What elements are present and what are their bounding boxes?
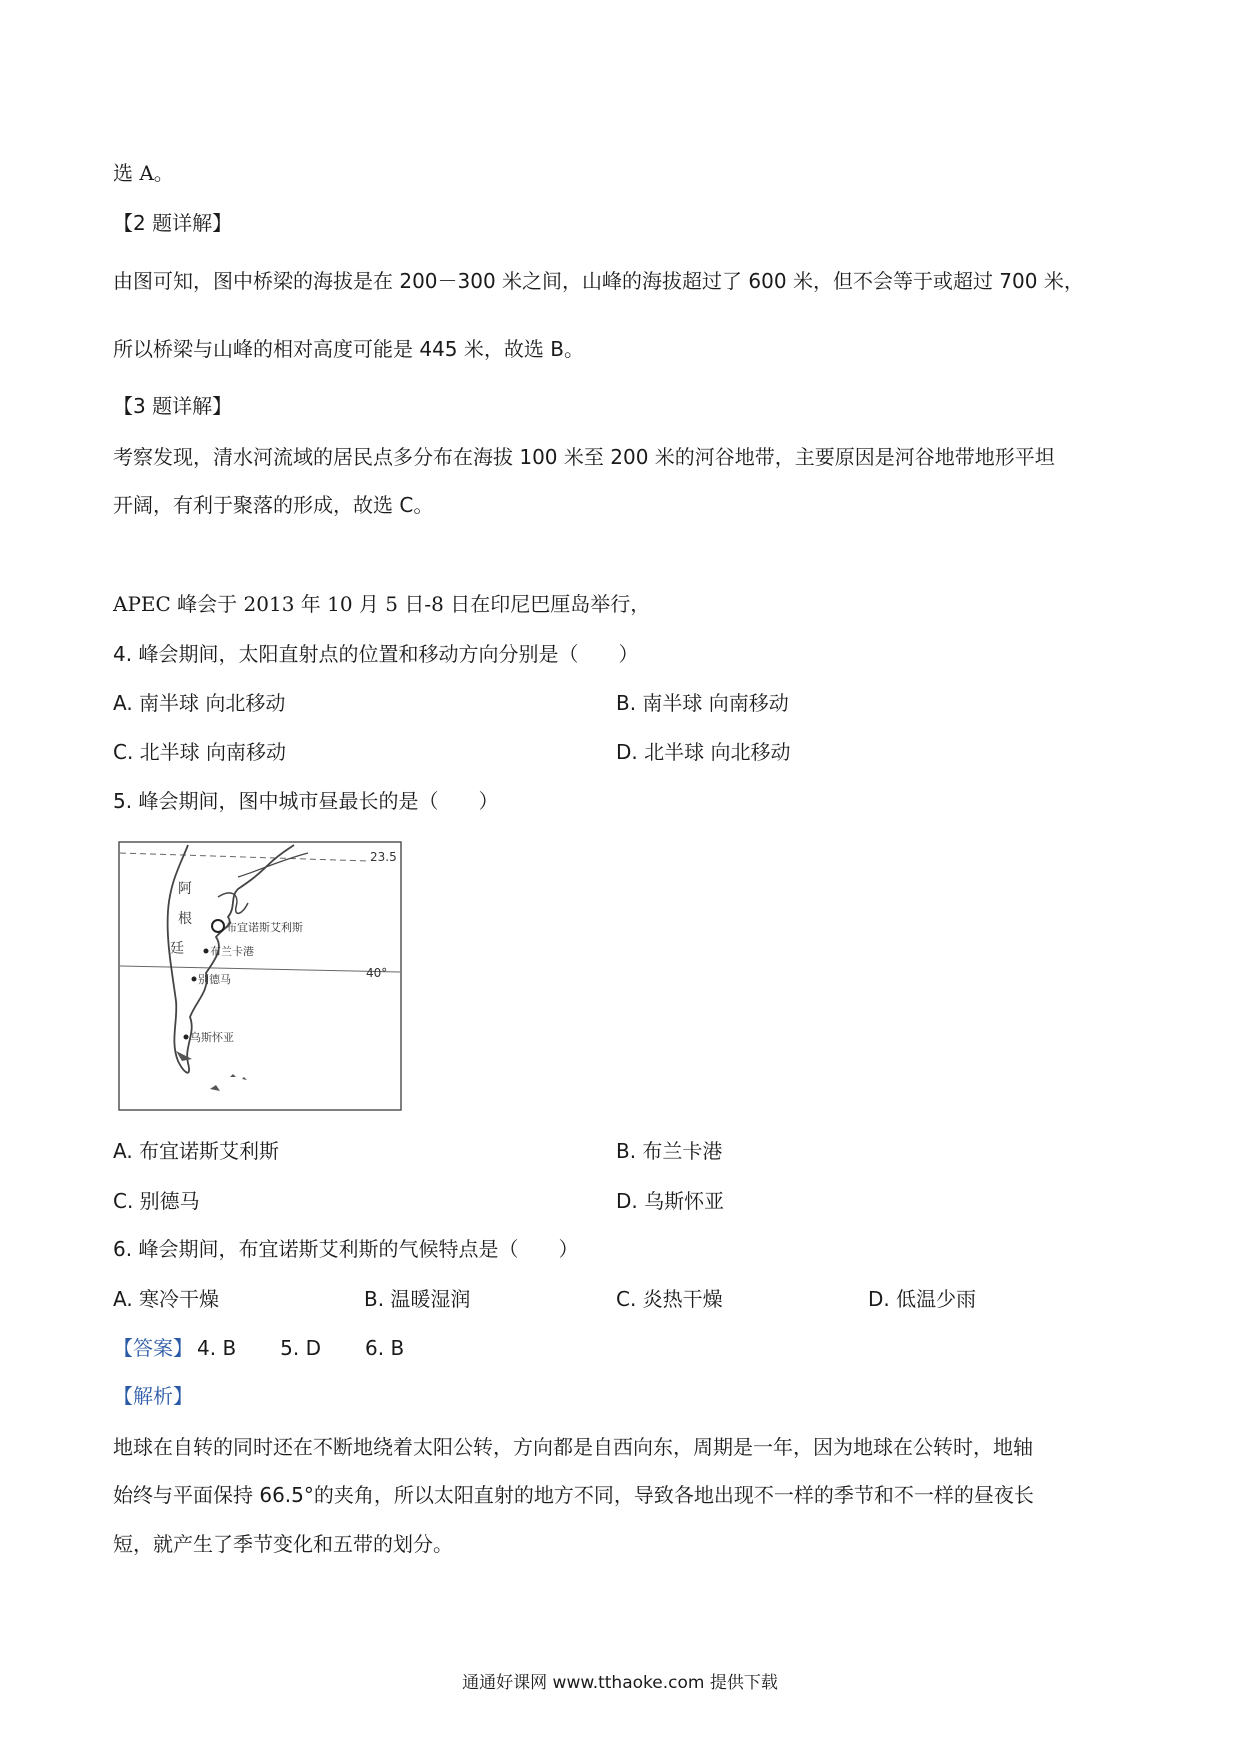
text-line: 始终与平面保持 66.5°的夹角，所以太阳直射的地方不同，导致各地出现不一样的季节和不一样的昼夜长 xyxy=(113,1483,1034,1507)
option: D. 低温少雨 xyxy=(868,1287,977,1311)
country-label: 廷 xyxy=(170,941,184,957)
city-label: 乌斯怀亚 xyxy=(190,1031,234,1044)
answer-value: 6. B xyxy=(365,1336,405,1360)
option: B. 布兰卡港 xyxy=(616,1139,723,1163)
answer-tag: 【答案】 xyxy=(113,1336,193,1360)
option: B. 温暖湿润 xyxy=(364,1287,471,1311)
lat-label: 23.5 xyxy=(370,850,397,864)
text-line: 短，就产生了季节变化和五带的划分。 xyxy=(113,1532,453,1556)
question-4: 4. 峰会期间，太阳直射点的位置和移动方向分别是（ ） xyxy=(113,642,639,666)
option: C. 别德马 xyxy=(113,1189,200,1213)
text-line: 考察发现，清水河流域的居民点多分布在海拔 100 米至 200 米的河谷地带，主要原因是河谷地带地形平坦 xyxy=(113,445,1055,469)
country-label: 阿 xyxy=(178,881,192,897)
option: A. 寒冷干燥 xyxy=(113,1287,220,1311)
map-frame xyxy=(119,842,401,1110)
option: A. 布宜诺斯艾利斯 xyxy=(113,1139,280,1163)
text-line: 所以桥梁与山峰的相对高度可能是 445 米，故选 B。 xyxy=(113,337,584,361)
map-figure xyxy=(118,841,402,1111)
option: C. 炎热干燥 xyxy=(616,1287,723,1311)
answer-value: 5. D xyxy=(280,1336,322,1360)
text-line: 由图可知，图中桥梁的海拔是在 200－300 米之间，山峰的海拔超过了 600 米，但不会等于或超过 700 米， xyxy=(113,269,1084,293)
text-line: 选 A。 xyxy=(113,161,174,185)
page-footer: 通通好课网 www.tthaoke.com 提供下载 xyxy=(462,1673,778,1693)
city-marker xyxy=(184,1035,189,1040)
section-heading: 【2 题详解】 xyxy=(113,211,233,235)
option: C. 北半球 向南移动 xyxy=(113,740,287,764)
answer-value: 4. B xyxy=(197,1336,237,1360)
option: D. 乌斯怀亚 xyxy=(616,1189,725,1213)
answer-row xyxy=(113,1335,404,1361)
option: B. 南半球 向南移动 xyxy=(616,691,789,715)
south-america-map xyxy=(118,841,402,1111)
option: A. 南半球 向北移动 xyxy=(113,691,286,715)
analysis-tag: 【解析】 xyxy=(113,1384,193,1408)
city-label: 别德马 xyxy=(198,973,231,986)
text-line: APEC 峰会于 2013 年 10 月 5 日-8 日在印尼巴厘岛举行， xyxy=(113,592,651,616)
text-line: 开阔，有利于聚落的形成，故选 C。 xyxy=(113,493,434,517)
city-marker xyxy=(204,949,209,954)
country-label: 根 xyxy=(178,911,192,927)
city-marker xyxy=(192,977,197,982)
city-label: 布宜诺斯艾利斯 xyxy=(226,921,303,934)
section-heading: 【3 题详解】 xyxy=(113,394,233,418)
text-line: 地球在自转的同时还在不断地绕着太阳公转，方向都是自西向东，周期是一年，因为地球在公转时，地轴 xyxy=(113,1435,1033,1459)
city-label: 布兰卡港 xyxy=(210,945,254,958)
option: D. 北半球 向北移动 xyxy=(616,740,791,764)
lat-label: 40° xyxy=(366,966,388,980)
question-6: 6. 峰会期间，布宜诺斯艾利斯的气候特点是（ ） xyxy=(113,1237,579,1261)
question-5: 5. 峰会期间，图中城市昼最长的是（ ） xyxy=(113,789,499,813)
